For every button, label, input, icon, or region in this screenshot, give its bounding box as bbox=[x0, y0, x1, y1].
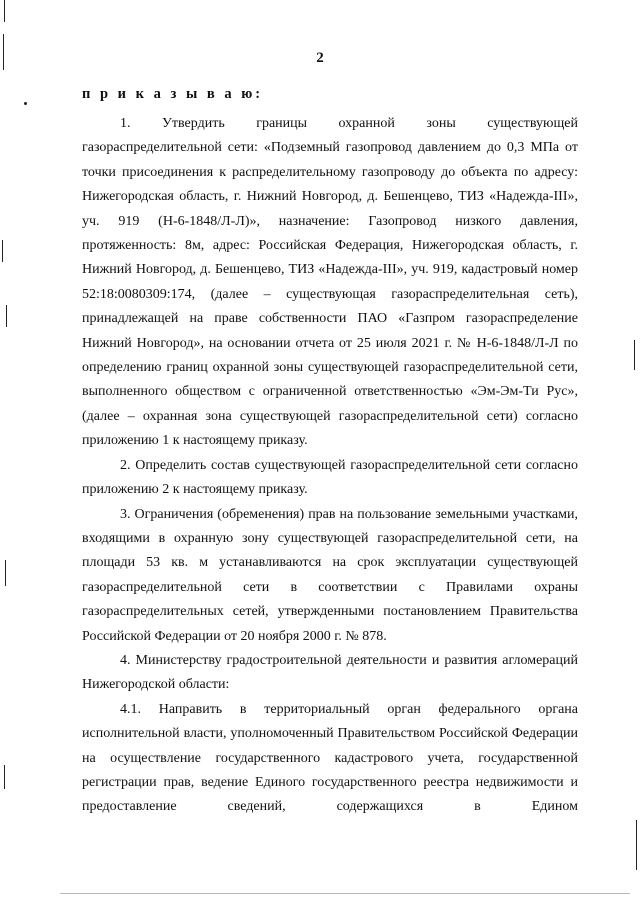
paragraph-3: 3. Ограничения (обременения) прав на пользование земельными участками, входящими в охранную зону существующей газораспределительной сети, на площади 53 кв. м устанавливаются на срок эксплуатации существующей газораспределительной сети в соответствии с Правилами охраны газораспределительных сетей, утвержденными постановлением Правительства Российской Федерации от 20 ноября 2000 г. № 878. bbox=[82, 506, 578, 644]
scan-mark bbox=[3, 34, 4, 70]
scan-mark bbox=[6, 305, 7, 327]
scan-mark bbox=[4, 765, 5, 789]
order-heading: п р и к а з ы в а ю: bbox=[82, 86, 264, 102]
paragraph-4-1: 4.1. Направить в территориальный орган федерального органа исполнительной власти, уполномоченный Правительством Российской Федерации на осуществление государственного кадастрового учета, государственной регистрации прав, ведение Единого государственного реестра недвижимости и предоставление сведений, содержащихся в Едином bbox=[82, 701, 578, 815]
scan-mark bbox=[24, 102, 27, 105]
scan-mark bbox=[634, 340, 635, 370]
page-number: 2 bbox=[316, 50, 324, 66]
scan-mark bbox=[2, 240, 3, 262]
scan-mark bbox=[5, 560, 6, 586]
scan-edge-line bbox=[60, 893, 630, 894]
scan-mark bbox=[4, 0, 5, 22]
paragraph-1: 1. Утвердить границы охранной зоны существующей газораспределительной сети: «Подземный газопровод давлением до 0,3 МПа от точки присоединения к распределительному газопроводу до объекта по адресу: Нижегородская область, г. Нижний Новгород, д. Бешенцево, ТИЗ «Надежда-III», уч. 919 (Н-6-1848/Л-Л)», назначение: Газопровод низкого давления, протяженность: 8м, адрес: Российская Федерация, Нижегородская область, г. Нижний Новгород, д. Бешенцево, ТИЗ «Надежда-III», уч. 919, кадастровый номер 52:18:0080309:174, (далее – существующая газораспределительная сеть), принадлежащей на праве собственности ПАО «Газпром газораспределение Нижний Новгород», на основании отчета от 25 июля 2021 г. № Н-6-1848/Л-Л по определению границ охранной зоны существующей газораспределительной сети, выполненного обществом с ограниченной ответственностью «Эм-Эм-Ти Рус», (далее – охранная зона существующей газораспределительной сети) согласно приложению 1 к настоящему приказу. bbox=[82, 116, 578, 449]
paragraph-4: 4. Министерству градостроительной деятельности и развития агломераций Нижегородской области: bbox=[82, 652, 578, 693]
document-body bbox=[82, 112, 578, 820]
paragraph-2: 2. Определить состав существующей газораспределительной сети согласно приложению 2 к настоящему приказу. bbox=[82, 457, 578, 498]
scan-mark bbox=[636, 820, 637, 870]
